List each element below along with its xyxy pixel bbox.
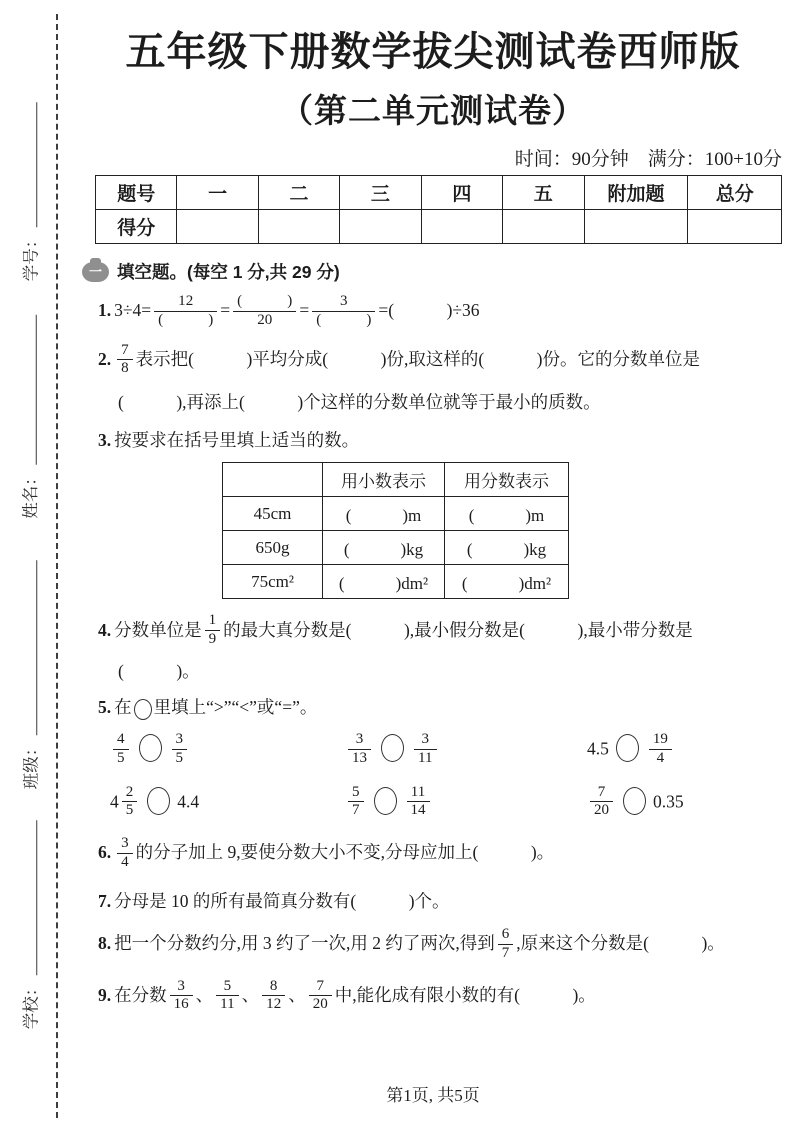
score-table-header-row [96, 176, 782, 210]
score-header-cell: 二 [258, 176, 339, 210]
conversion-row [223, 565, 569, 599]
comparison-item: 4 $\frac{2}{5}$ 4.4 [110, 783, 200, 819]
comparison-grid [110, 732, 786, 821]
fraction: $\frac{19}{4}$ [649, 731, 672, 768]
score-cell [503, 210, 584, 244]
compare-circle [623, 787, 646, 815]
conversion-cell: 75cm² [223, 565, 323, 599]
question-2-line-2: ( ),再添上( )个这样的分数单位就等于最小的质数。 [118, 392, 601, 412]
conversion-cell: ( )m [445, 497, 569, 531]
question-body: 在 里填上“>”“<”或“=”。 [114, 697, 317, 717]
compare-circle [134, 699, 152, 720]
school-blank-line [22, 821, 37, 976]
score-cell [258, 210, 339, 244]
score-cell [688, 210, 782, 244]
conversion-header-cell: 用分数表示 [445, 463, 569, 497]
question-body: 按要求在括号里填上适当的数。 [114, 429, 360, 450]
score-header-cell: 一 [177, 176, 258, 210]
conversion-cell: ( )m [323, 497, 445, 531]
fraction: $\frac{6}{7}$ [498, 926, 514, 963]
compare-circle [139, 734, 162, 762]
student-id-field [18, 103, 40, 282]
compare-circle [381, 734, 404, 762]
fraction: ( ) 20 [233, 293, 296, 330]
score-header-cell: 四 [421, 176, 502, 210]
conversion-cell: ( )dm² [445, 565, 569, 599]
comparison-item [110, 732, 345, 769]
question-body: $\frac{7}{8}$ 表示把( )平均分成( )份,取这样的( )份。它的分数单位是 [114, 349, 700, 369]
fraction: $\frac{3}{11}$ [414, 731, 437, 768]
fraction: $\frac{3}{5}$ [172, 731, 188, 768]
question-4 [98, 613, 786, 650]
class-field [18, 561, 40, 790]
fraction: 12 ( ) [154, 293, 217, 330]
student-name-label: 姓名： [21, 469, 40, 519]
question-body: 把一个分数约分,用 3 约了一次,用 2 约了两次,得到 $\frac{6}{7}$ ,原来这个分数是( )。 [114, 926, 725, 961]
compare-circle [616, 734, 639, 762]
fraction: $\frac{11}{14}$ [407, 784, 430, 821]
conversion-table [222, 462, 569, 599]
question-number: 8. [98, 933, 112, 954]
comparison-item: 4.5 $\frac{19}{4}$ [587, 732, 786, 769]
fraction: $\frac{7}{20}$ [309, 978, 332, 1015]
class-label: 班级： [22, 739, 41, 790]
question-8 [98, 927, 786, 964]
class-blank-line [22, 561, 37, 736]
question-body: 在分数 $\frac{3}{16}$ 、 $\frac{5}{11}$ 、 $\frac{8}{12}$ 、 $\frac{7}{20}$ 中,能化成有限小数的有( )。 [114, 977, 596, 1013]
fold-dashed-line [56, 14, 58, 1118]
score-header-cell: 附加题 [584, 176, 688, 210]
school-field [18, 821, 40, 1030]
score-header-cell: 三 [340, 176, 421, 210]
question-number: 9. [98, 984, 112, 1005]
comparison-item: $\frac{7}{20}$ 0.35 [587, 785, 786, 822]
fraction: $\frac{5}{11}$ [216, 978, 239, 1015]
section-1-header [82, 259, 786, 284]
question-number: 3. [98, 429, 112, 450]
fraction: $\frac{7}{8}$ [117, 342, 133, 379]
comparison-item [345, 785, 587, 822]
question-5 [98, 696, 786, 720]
score-header-cell: 总分 [688, 176, 782, 210]
fraction: $\frac{2}{5}$ [122, 784, 138, 821]
question-body: 3÷4= 12 ( ) = ( ) 20 = 3 ( ) =( )÷36 [114, 293, 480, 328]
question-6 [98, 836, 786, 873]
section-title: 填空题。(每空 1 分,共 29 分) [117, 262, 340, 282]
student-id-label: 学号： [22, 231, 41, 282]
student-name-blank-line [21, 315, 36, 465]
score-cell [177, 210, 258, 244]
question-number: 1. [98, 300, 112, 321]
paper-content [80, 0, 786, 1015]
student-id-blank-line [22, 103, 37, 228]
fraction: 3 ( ) [312, 293, 375, 330]
comparison-item [345, 732, 587, 769]
fraction: $\frac{4}{5}$ [113, 731, 129, 768]
score-table [95, 175, 782, 244]
score-header-cell: 五 [503, 176, 584, 210]
question-1 [98, 294, 786, 331]
fraction: $\frac{3}{16}$ [170, 978, 193, 1015]
conversion-header-cell [223, 463, 323, 497]
fraction: $\frac{3}{4}$ [117, 835, 133, 872]
fraction: $\frac{7}{20}$ [590, 784, 613, 821]
question-number: 2. [98, 348, 112, 369]
school-label: 学校： [22, 979, 41, 1030]
page-subtitle: （第二单元测试卷） [280, 94, 586, 130]
question-3 [98, 429, 786, 453]
compare-circle [374, 787, 397, 815]
fraction: $\frac{3}{13}$ [348, 731, 371, 768]
question-body: $\frac{3}{4}$ 的分子加上 9,要使分数大小不变,分母应加上( )。 [114, 842, 554, 862]
conversion-cell: ( )kg [323, 531, 445, 565]
conversion-cell: 650g [223, 531, 323, 565]
conversion-cell: ( )kg [445, 531, 569, 565]
conversion-cell: ( )dm² [323, 565, 445, 599]
score-cell [421, 210, 502, 244]
question-9 [98, 979, 786, 1016]
score-row-label: 得分 [96, 210, 177, 244]
question-body: 分数单位是 $\frac{1}{9}$ 的最大真分数是( ),最小假分数是( ),最小带分数是 [114, 612, 693, 647]
conversion-header-cell: 用小数表示 [323, 463, 445, 497]
score-cell [340, 210, 421, 244]
conversion-header-row [223, 463, 569, 497]
section-number-badge-icon [82, 262, 109, 282]
exam-meta: 时间：90分钟 满分：100+10分 [514, 149, 782, 170]
question-number: 7. [98, 890, 112, 911]
conversion-row [223, 531, 569, 565]
compare-circle [147, 787, 170, 815]
question-7 [98, 890, 786, 914]
question-4-line-2: ( )。 [118, 660, 200, 681]
conversion-row [223, 497, 569, 531]
fraction: $\frac{5}{7}$ [348, 784, 364, 821]
page-footer: 第1页, 共5页 [386, 1086, 480, 1105]
score-table-score-row [96, 210, 782, 244]
section-number: 一 [88, 264, 102, 279]
student-name-field [18, 315, 40, 519]
question-number: 4. [98, 619, 112, 640]
page-title: 五年级下册数学拔尖测试卷西师版 [125, 29, 741, 74]
score-cell [584, 210, 688, 244]
fraction: $\frac{1}{9}$ [205, 612, 221, 649]
fraction: $\frac{8}{12}$ [262, 978, 285, 1015]
question-number: 6. [98, 842, 112, 863]
question-body: 分母是 10 的所有最简真分数有( )个。 [114, 890, 450, 911]
conversion-cell: 45cm [223, 497, 323, 531]
score-header-cell: 题号 [96, 176, 177, 210]
question-2 [98, 343, 786, 380]
question-number: 5. [98, 697, 112, 718]
